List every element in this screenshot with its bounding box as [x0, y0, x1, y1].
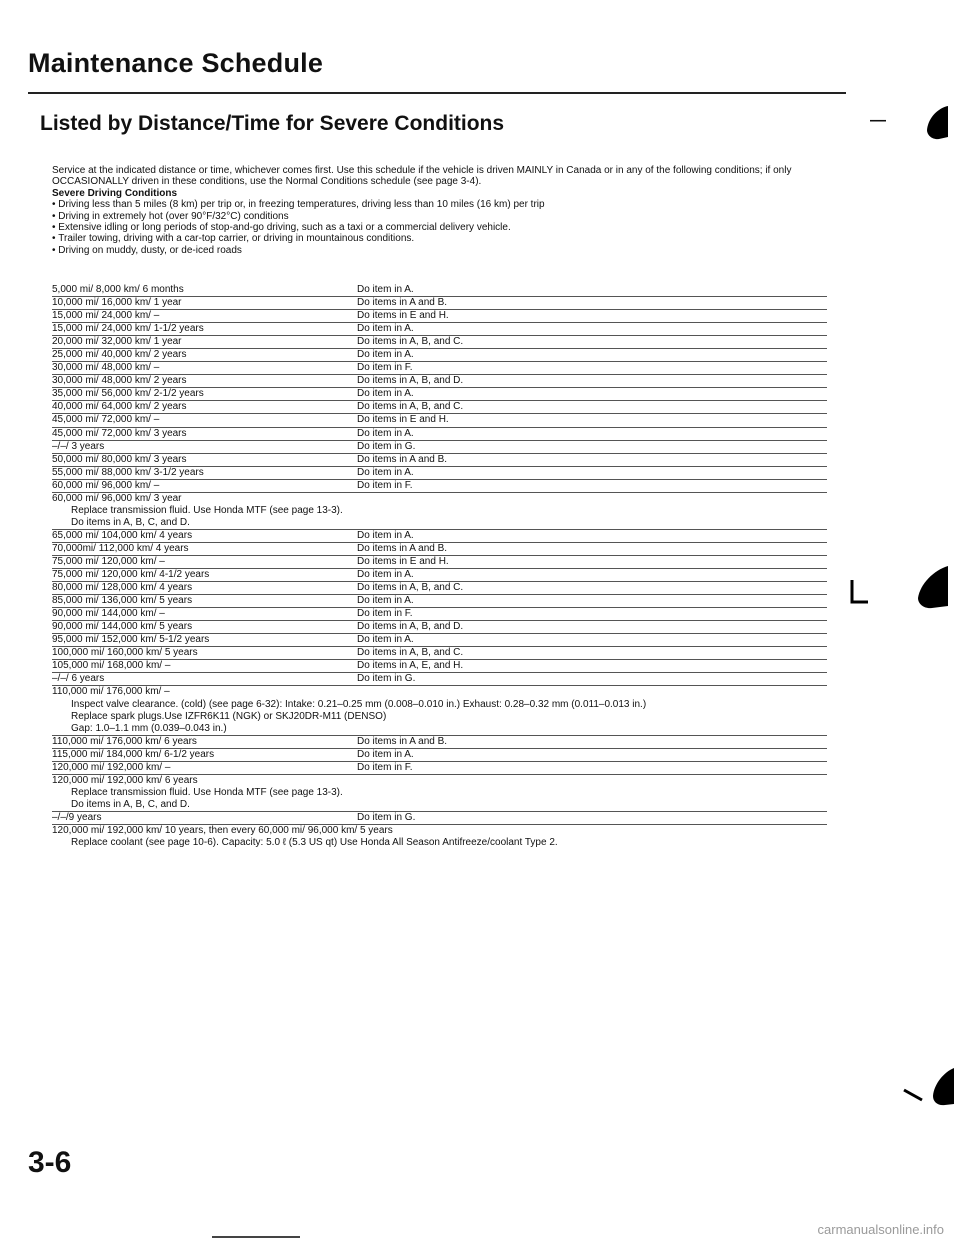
- action-cell: Do items in A, B, and C.: [357, 401, 464, 413]
- service-note: Do items in A, B, C, and D.: [52, 517, 827, 530]
- action-cell: Do items in E and H.: [357, 555, 449, 567]
- interval-cell: –/–/ 3 years: [52, 440, 105, 452]
- schedule-row: [52, 401, 827, 414]
- schedule-row: [52, 825, 827, 837]
- watermark: carmanualsonline.info: [817, 1222, 944, 1237]
- schedule-row: [52, 582, 827, 595]
- condition-item: • Extensive idling or long periods of stop-and-go driving, such as a taxi or a commercial delivery vehicle.: [52, 222, 832, 233]
- schedule-row: [52, 621, 827, 634]
- schedule-table: [52, 284, 827, 849]
- schedule-row: [52, 595, 827, 608]
- interval-cell: 120,000 mi/ 192,000 km/ –: [52, 761, 171, 773]
- interval-cell: 10,000 mi/ 16,000 km/ 1 year: [52, 297, 182, 309]
- action-cell: Do item in F.: [357, 761, 413, 773]
- schedule-row: [52, 660, 827, 673]
- action-cell: Do item in A.: [357, 388, 414, 400]
- schedule-row: [52, 284, 827, 297]
- schedule-row: [52, 428, 827, 441]
- conditions-heading: Severe Driving Conditions: [52, 187, 178, 199]
- action-cell: Do items in A and B.: [357, 297, 448, 309]
- condition-item: • Driving in extremely hot (over 90°F/32°C) conditions: [52, 211, 832, 222]
- action-cell: Do item in A.: [357, 569, 414, 581]
- interval-cell: 35,000 mi/ 56,000 km/ 2-1/2 years: [52, 388, 204, 400]
- interval-cell: 30,000 mi/ 48,000 km/ –: [52, 362, 160, 374]
- interval-cell: 15,000 mi/ 24,000 km/ 1-1/2 years: [52, 323, 204, 335]
- service-note: Inspect valve clearance. (cold) (see page 6-32): Intake: 0.21–0.25 mm (0.008–0.010 in.) Exhaust: 0.28–0.32 mm (0.011–0.013 in.): [71, 698, 647, 710]
- schedule-row: [52, 375, 827, 388]
- schedule-row: [52, 493, 827, 505]
- interval-cell: 25,000 mi/ 40,000 km/ 2 years: [52, 349, 187, 361]
- service-note: Replace spark plugs.Use IZFR6K11 (NGK) or SKJ20DR-M11 (DENSO): [71, 710, 387, 722]
- interval-cell: 75,000 mi/ 120,000 km/ 4-1/2 years: [52, 569, 210, 581]
- intro-text: Service at the indicated distance or time, whichever comes first. Use this schedule if the vehicle is driven MAINLY in Canada or in any of the following conditions; if only OCCASIONALLY driven in these conditions, use the Normal Conditions schedule (see page 3-4).: [52, 165, 792, 188]
- binder-tab-mark-top: [924, 104, 952, 142]
- action-cell: Do item in A.: [357, 529, 414, 541]
- action-cell: Do item in A.: [357, 427, 414, 439]
- interval-cell: 90,000 mi/ 144,000 km/ –: [52, 608, 165, 620]
- action-cell: Do items in A, E, and H.: [357, 660, 464, 672]
- action-cell: Do item in A.: [357, 634, 414, 646]
- interval-cell: 110,000 mi/ 176,000 km/ –: [52, 686, 170, 698]
- service-note: Gap: 1.0–1.1 mm (0.039–0.043 in.): [52, 723, 827, 736]
- interval-cell: –/–/9 years: [52, 811, 102, 823]
- service-note: Replace transmission fluid. Use Honda MTF (see page 13-3).: [71, 504, 343, 516]
- schedule-row: [52, 608, 827, 621]
- interval-cell: 55,000 mi/ 88,000 km/ 3-1/2 years: [52, 466, 204, 478]
- action-cell: Do items in E and H.: [357, 414, 449, 426]
- action-cell: Do items in E and H.: [357, 310, 449, 322]
- action-cell: Do items in A, B, and D.: [357, 375, 464, 387]
- action-cell: Do item in A.: [357, 323, 414, 335]
- action-cell: Do item in F.: [357, 362, 413, 374]
- interval-cell: 45,000 mi/ 72,000 km/ –: [52, 414, 160, 426]
- interval-cell: 70,000mi/ 112,000 km/ 4 years: [52, 542, 189, 554]
- action-cell: Do item in G.: [357, 811, 416, 823]
- bottom-rule: [212, 1236, 300, 1238]
- interval-cell: 120,000 mi/ 192,000 km/ 6 years: [52, 774, 198, 786]
- interval-cell: 5,000 mi/ 8,000 km/ 6 months: [52, 284, 184, 295]
- interval-cell: 85,000 mi/ 136,000 km/ 5 years: [52, 595, 193, 607]
- action-cell: Do item in A.: [357, 349, 414, 361]
- condition-item: • Driving less than 5 miles (8 km) per trip or, in freezing temperatures, driving less than 10 miles (16 km) per trip: [52, 199, 832, 210]
- interval-cell: 15,000 mi/ 24,000 km/ –: [52, 310, 160, 322]
- action-cell: Do item in A.: [357, 466, 414, 478]
- margin-dash: —: [870, 112, 886, 129]
- schedule-row: [52, 762, 827, 775]
- interval-cell: 100,000 mi/ 160,000 km/ 5 years: [52, 647, 198, 659]
- page-number: 3-6: [28, 1146, 72, 1179]
- schedule-row: [52, 297, 827, 310]
- interval-cell: –/–/ 6 years: [52, 673, 105, 685]
- interval-cell: 50,000 mi/ 80,000 km/ 3 years: [52, 453, 187, 465]
- action-cell: Do items in A and B.: [357, 542, 448, 554]
- interval-cell: 105,000 mi/ 168,000 km/ –: [52, 660, 171, 672]
- service-note: Replace coolant (see page 10-6). Capacity: 5.0 ℓ (5.3 US qt) Use Honda All Season Antifreeze/coolant Type 2.: [71, 837, 558, 849]
- action-cell: Do item in A.: [357, 748, 414, 760]
- interval-cell: 45,000 mi/ 72,000 km/ 3 years: [52, 427, 187, 439]
- schedule-row: [52, 775, 827, 787]
- schedule-row: [52, 647, 827, 660]
- page-title: Maintenance Schedule: [28, 48, 324, 78]
- action-cell: Do items in A and B.: [357, 735, 448, 747]
- interval-cell: 80,000 mi/ 128,000 km/ 4 years: [52, 582, 193, 594]
- action-cell: Do item in F.: [357, 608, 413, 620]
- schedule-row: [52, 543, 827, 556]
- service-note: Do items in A, B, C, and D.: [52, 799, 827, 812]
- schedule-row: [52, 349, 827, 362]
- interval-cell: 115,000 mi/ 184,000 km/ 6-1/2 years: [52, 748, 215, 760]
- interval-cell: 20,000 mi/ 32,000 km/ 1 year: [52, 336, 182, 348]
- action-cell: Do item in A.: [357, 595, 414, 607]
- schedule-row: [52, 736, 827, 749]
- schedule-row: [52, 812, 827, 825]
- interval-cell: 40,000 mi/ 64,000 km/ 2 years: [52, 401, 187, 413]
- binder-tab-mark-bottom: [900, 1064, 958, 1110]
- interval-cell: 30,000 mi/ 48,000 km/ 2 years: [52, 375, 187, 387]
- schedule-row: [52, 556, 827, 569]
- interval-cell: 110,000 mi/ 176,000 km/ 6 years: [52, 735, 197, 747]
- condition-item: • Trailer towing, driving with a car-top carrier, or driving in mountainous conditions.: [52, 233, 832, 244]
- action-cell: Do items in A, B, and C.: [357, 582, 464, 594]
- schedule-row: [52, 530, 827, 543]
- schedule-row: [52, 749, 827, 762]
- action-cell: Do items in A, B, and C.: [357, 336, 464, 348]
- intro-section: [52, 165, 832, 256]
- interval-cell: 95,000 mi/ 152,000 km/ 5-1/2 years: [52, 634, 210, 646]
- schedule-row: [52, 414, 827, 427]
- condition-item: • Driving on muddy, dusty, or de-iced roads: [52, 245, 832, 256]
- action-cell: Do item in F.: [357, 479, 413, 491]
- schedule-row: [52, 569, 827, 582]
- schedule-row: [52, 362, 827, 375]
- action-cell: Do items in A and B.: [357, 453, 448, 465]
- schedule-row: [52, 634, 827, 647]
- schedule-row: [52, 336, 827, 349]
- schedule-row: [52, 441, 827, 454]
- section-subtitle: Listed by Distance/Time for Severe Conditions: [40, 112, 505, 135]
- action-cell: Do item in G.: [357, 673, 416, 685]
- interval-cell: 65,000 mi/ 104,000 km/ 4 years: [52, 529, 193, 541]
- interval-cell: 75,000 mi/ 120,000 km/ –: [52, 555, 165, 567]
- schedule-row: [52, 467, 827, 480]
- action-cell: Do items in A, B, and C.: [357, 647, 464, 659]
- action-cell: Do item in A.: [357, 284, 414, 295]
- interval-cell: 120,000 mi/ 192,000 km/ 10 years, then every 60,000 mi/ 96,000 km/ 5 years: [52, 824, 393, 836]
- schedule-row: [52, 323, 827, 336]
- title-rule: [28, 92, 846, 94]
- action-cell: Do item in G.: [357, 440, 416, 452]
- interval-cell: 60,000 mi/ 96,000 km/ 3 year: [52, 492, 182, 504]
- schedule-row: [52, 480, 827, 493]
- binder-tab-mark-middle: [848, 562, 958, 612]
- interval-cell: 60,000 mi/ 96,000 km/ –: [52, 479, 160, 491]
- schedule-row: [52, 454, 827, 467]
- schedule-row: [52, 673, 827, 686]
- service-note: Replace transmission fluid. Use Honda MTF (see page 13-3).: [71, 786, 343, 798]
- interval-cell: 90,000 mi/ 144,000 km/ 5 years: [52, 621, 193, 633]
- conditions-list: [52, 199, 832, 256]
- schedule-row: [52, 388, 827, 401]
- schedule-row: [52, 686, 827, 698]
- schedule-row: [52, 310, 827, 323]
- action-cell: Do items in A, B, and D.: [357, 621, 464, 633]
